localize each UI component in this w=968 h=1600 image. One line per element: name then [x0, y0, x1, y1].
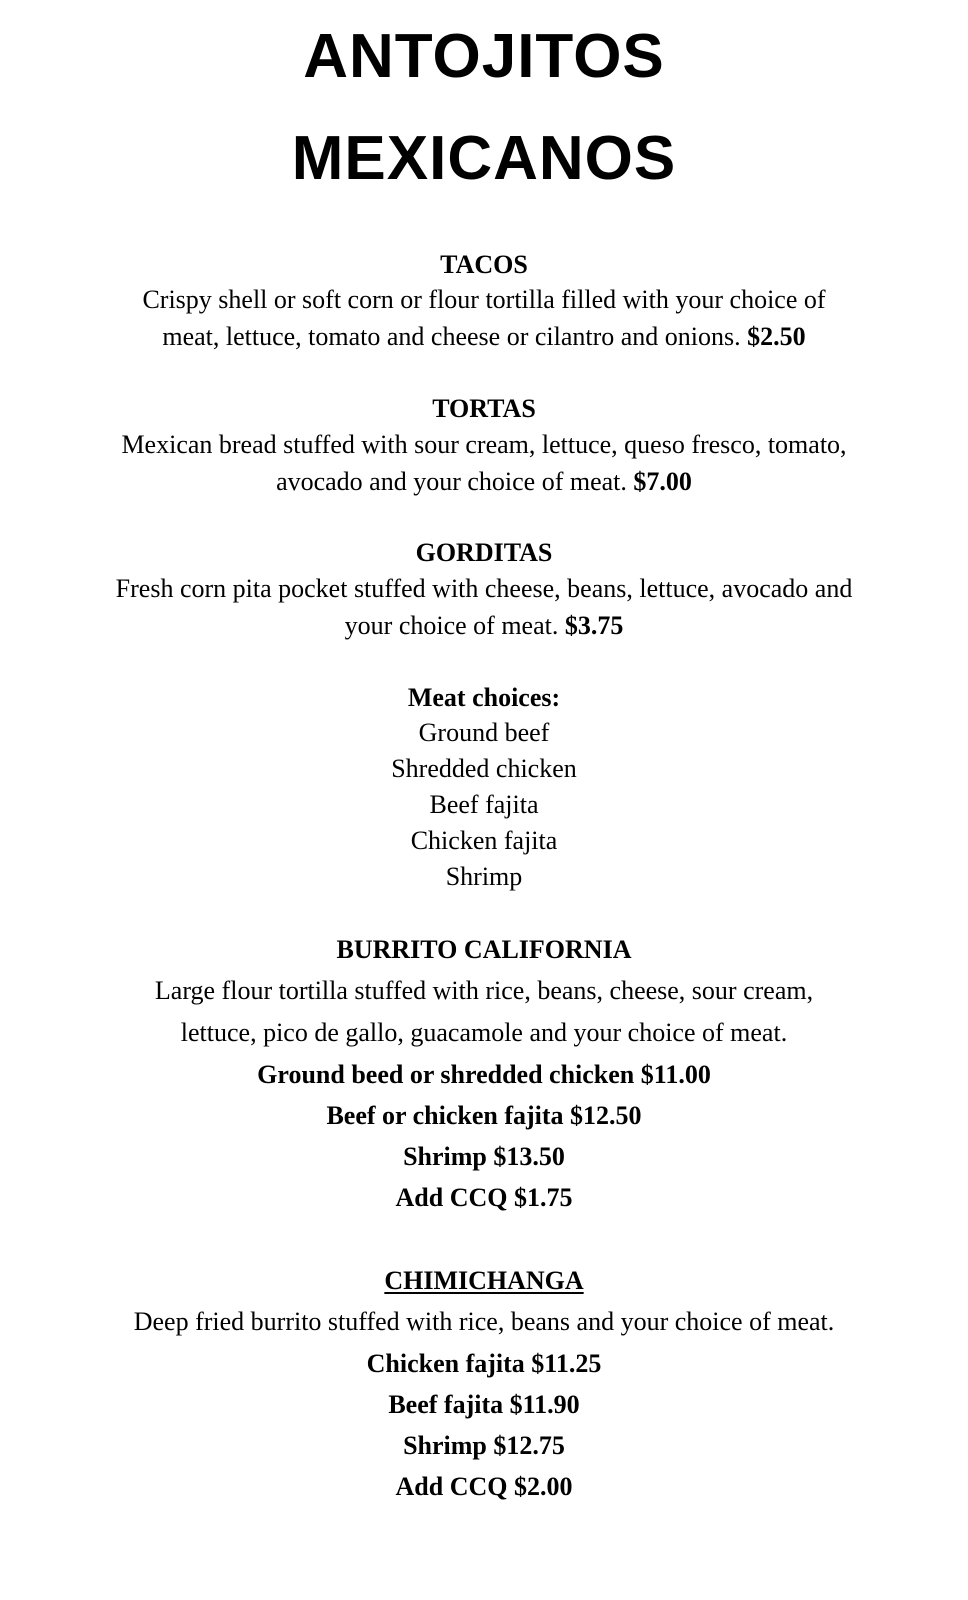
price-option: Chicken fajita $11.25 [366, 1349, 602, 1378]
price-option: Beef or chicken fajita $12.50 [326, 1101, 642, 1130]
section-description: lettuce, pico de gallo, guacamole and your choice of meat. [180, 1018, 788, 1047]
section-heading: BURRITO CALIFORNIA [336, 935, 632, 964]
section-description: Deep fried burrito stuffed with rice, beans and your choice of meat. [133, 1307, 835, 1336]
section-heading: TACOS [440, 250, 528, 279]
meat-choice-item: Shredded chicken [391, 754, 577, 783]
price-option: Ground beed or shredded chicken $11.00 [257, 1060, 711, 1089]
price: $3.75 [564, 611, 624, 640]
meat-choice-item: Chicken fajita [410, 826, 558, 855]
price-option: Add CCQ $2.00 [395, 1472, 573, 1501]
section-description: Fresh corn pita pocket stuffed with cheese, beans, lettuce, avocado and [115, 574, 853, 603]
price: $2.50 [747, 322, 806, 351]
section-description: Large flour tortilla stuffed with rice, beans, cheese, sour cream, [154, 976, 814, 1005]
section-description-end [0, 611, 968, 641]
meat-choice-item: Beef fajita [429, 790, 539, 819]
menu-title-line1: ANTOJITOS [303, 22, 665, 91]
description-text: your choice of meat. [344, 611, 559, 640]
section-description-end [0, 322, 968, 352]
section-description: Mexican bread stuffed with sour cream, lettuce, queso fresco, tomato, [121, 430, 847, 459]
menu-title-line2: MEXICANOS [291, 124, 677, 193]
meat-choice-item: Shrimp [445, 862, 523, 891]
price-option: Beef fajita $11.90 [388, 1390, 580, 1419]
section-heading: TORTAS [432, 394, 536, 423]
description-text: meat, lettuce, tomato and cheese or cilantro and onions. [162, 322, 741, 351]
price-option: Shrimp $13.50 [403, 1142, 565, 1171]
section-heading [0, 1266, 968, 1296]
section-description-end [0, 467, 968, 497]
meat-choice-item: Ground beef [418, 718, 550, 747]
section-description: Crispy shell or soft corn or flour tortilla filled with your choice of [142, 285, 826, 314]
description-text: avocado and your choice of meat. [276, 467, 627, 496]
section-heading: Meat choices: [407, 683, 561, 712]
section-heading: GORDITAS [415, 538, 553, 567]
price: $7.00 [633, 467, 692, 496]
price-option: Add CCQ $1.75 [395, 1183, 573, 1212]
underlined-heading: CHIMICHANGA [384, 1266, 584, 1295]
price-option: Shrimp $12.75 [403, 1431, 565, 1460]
